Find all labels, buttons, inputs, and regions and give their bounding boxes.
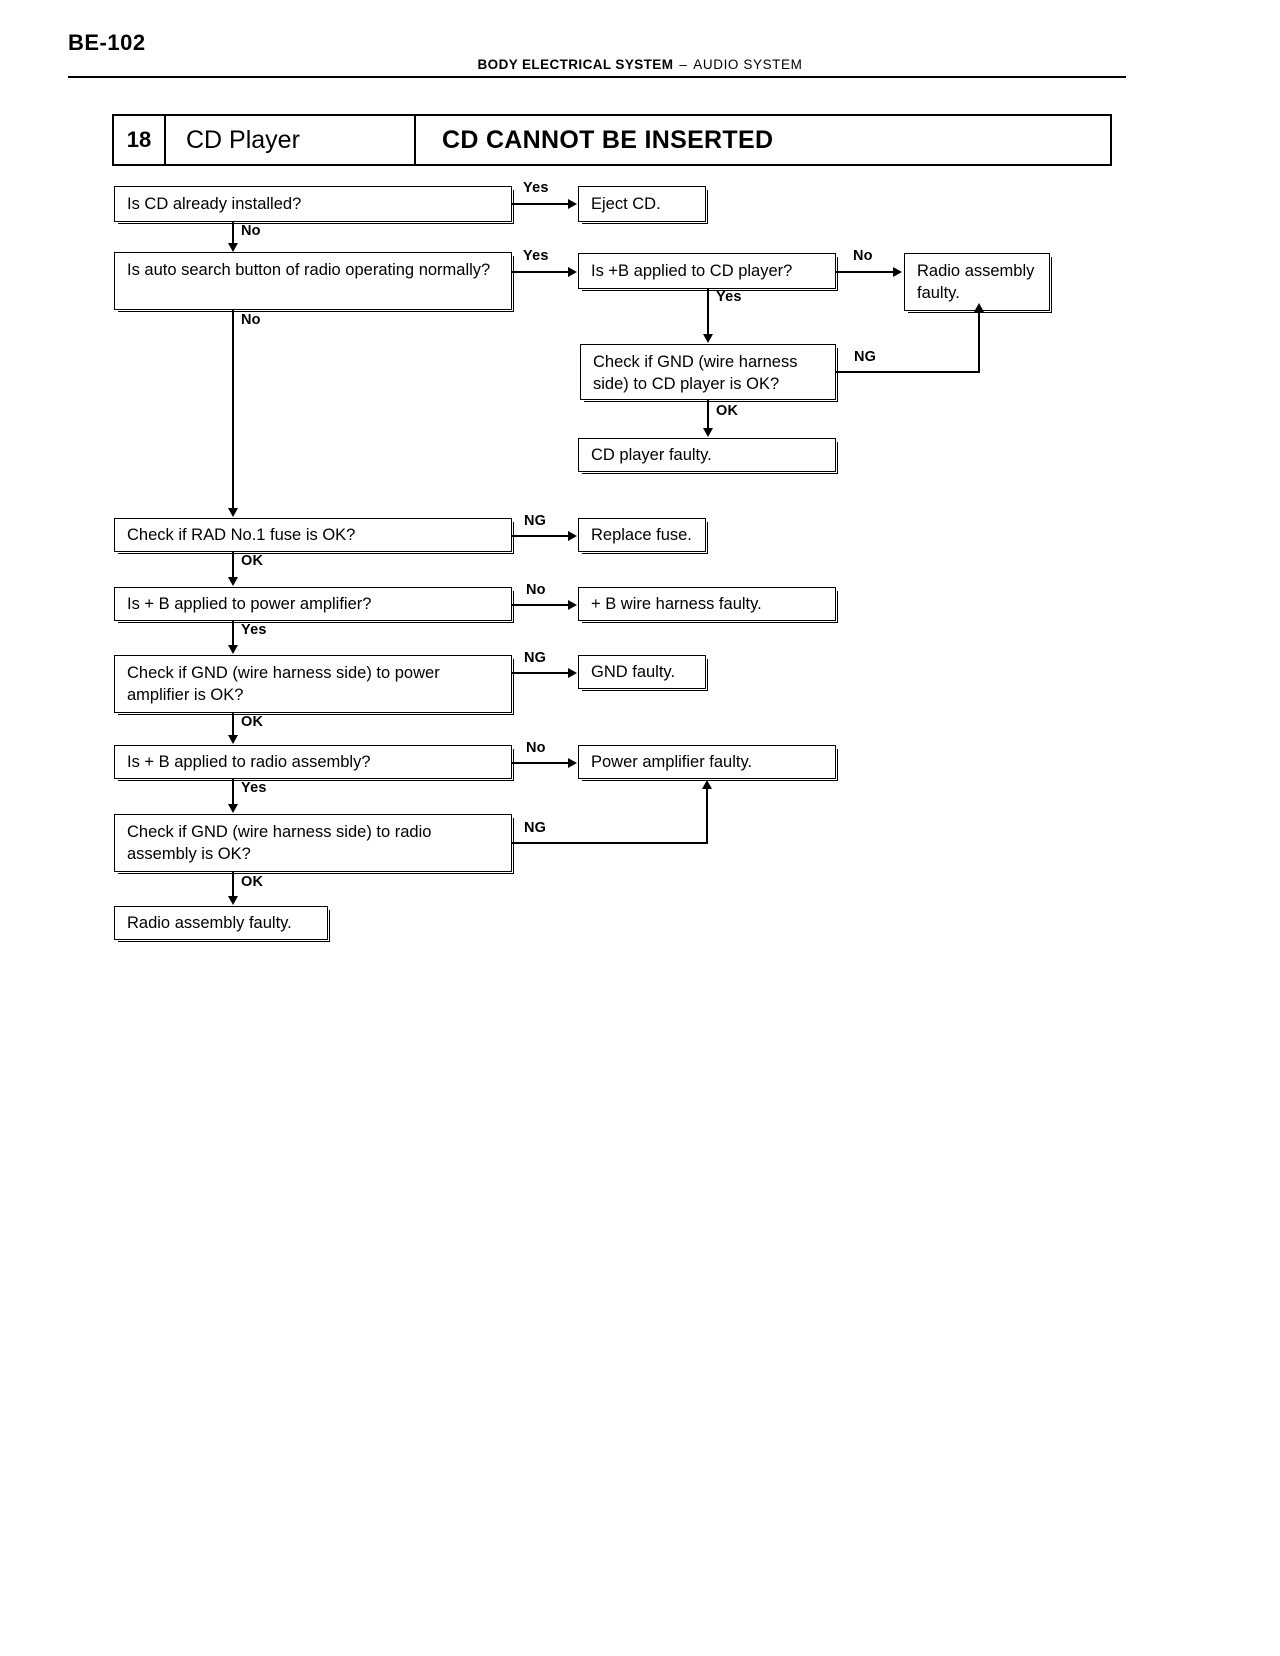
connector-n6-n5-horizontal — [836, 371, 980, 373]
arrow-n10-n12 — [228, 645, 238, 654]
edge-label-yes-3: Yes — [716, 289, 742, 305]
connector-n3-n4 — [512, 271, 569, 273]
node-is-cd-already-installed: Is CD already installed? — [114, 186, 512, 222]
arrow-n14-n15 — [568, 758, 577, 768]
node-radio-assembly-faulty-lower: Radio assembly faulty. — [114, 906, 328, 940]
connector-n1-n2 — [512, 203, 569, 205]
connector-n16-n17 — [232, 872, 234, 896]
edge-label-yes-2: Yes — [523, 248, 549, 264]
edge-label-yes-1: Yes — [523, 180, 549, 196]
header-divider — [68, 76, 1126, 78]
edge-label-ok-1: OK — [716, 403, 739, 419]
connector-n6-n7 — [707, 400, 709, 429]
page-header — [0, 57, 1280, 72]
edge-label-ng-4: NG — [524, 820, 547, 836]
connector-n10-n11 — [512, 604, 569, 606]
edge-label-ok-2: OK — [241, 553, 264, 569]
chart-subject: CD Player — [166, 116, 416, 164]
arrow-n1-n3 — [228, 243, 238, 252]
connector-n14-n15 — [512, 762, 569, 764]
arrow-n6-n7 — [703, 428, 713, 437]
arrow-n3-n8 — [228, 508, 238, 517]
chart-title-bar — [112, 114, 1112, 166]
arrow-n12-n14 — [228, 735, 238, 744]
arrow-n8-n10 — [228, 577, 238, 586]
node-is-auto-search-button-operating: Is auto search button of radio operating normally? — [114, 252, 512, 310]
node-is-b-applied-to-cd-player: Is +B applied to CD player? — [578, 253, 836, 289]
edge-label-no-4: No — [526, 582, 546, 598]
connector-n4-n5 — [836, 271, 894, 273]
arrow-n14-n16 — [228, 804, 238, 813]
connector-n1-n3 — [232, 222, 234, 244]
node-is-b-applied-to-radio-assembly: Is + B applied to radio assembly? — [114, 745, 512, 779]
arrow-n1-n2 — [568, 199, 577, 209]
connector-n14-n16 — [232, 779, 234, 804]
page-number: BE-102 — [68, 30, 146, 55]
chart-problem: CD CANNOT BE INSERTED — [442, 125, 774, 154]
node-cd-player-faulty: CD player faulty. — [578, 438, 836, 472]
connector-n3-n8 — [232, 310, 234, 508]
edge-label-no-5: No — [526, 740, 546, 756]
connector-n16-n15-horizontal — [512, 842, 708, 844]
arrow-n4-n5 — [893, 267, 902, 277]
arrow-n6-n5 — [974, 303, 984, 312]
connector-n6-n5-vertical — [978, 312, 980, 372]
chart-number: 18 — [114, 116, 166, 164]
node-eject-cd: Eject CD. — [578, 186, 706, 222]
arrow-n16-n17 — [228, 896, 238, 905]
node-check-gnd-to-power-amplifier: Check if GND (wire harness side) to power amplifier is OK? — [114, 655, 512, 713]
edge-label-no-3: No — [853, 248, 873, 264]
edge-label-yes-5: Yes — [241, 780, 267, 796]
edge-label-ng-3: NG — [524, 650, 547, 666]
node-replace-fuse: Replace fuse. — [578, 518, 706, 552]
node-check-gnd-to-radio-assembly: Check if GND (wire harness side) to radio assembly is OK? — [114, 814, 512, 872]
node-is-b-applied-to-power-amplifier: Is + B applied to power amplifier? — [114, 587, 512, 621]
connector-n12-n13 — [512, 672, 569, 674]
edge-label-ng-1: NG — [854, 349, 877, 365]
edge-label-ok-3: OK — [241, 714, 264, 730]
arrow-n3-n4 — [568, 267, 577, 277]
node-check-gnd-to-cd-player: Check if GND (wire harness side) to CD player is OK? — [580, 344, 836, 400]
node-gnd-faulty: GND faulty. — [578, 655, 706, 689]
header-separator: – — [679, 57, 688, 72]
header-main-title: BODY ELECTRICAL SYSTEM — [477, 57, 674, 72]
edge-label-ng-2: NG — [524, 513, 547, 529]
edge-label-ok-4: OK — [241, 874, 264, 890]
edge-label-no-1: No — [241, 223, 261, 239]
arrow-n8-n9 — [568, 531, 577, 541]
node-check-rad-fuse: Check if RAD No.1 fuse is OK? — [114, 518, 512, 552]
connector-n16-n15-vertical — [706, 789, 708, 843]
connector-n8-n9 — [512, 535, 569, 537]
node-power-amplifier-faulty: Power amplifier faulty. — [578, 745, 836, 779]
connector-n8-n10 — [232, 552, 234, 577]
arrow-n10-n11 — [568, 600, 577, 610]
arrow-n16-n15 — [702, 780, 712, 789]
node-b-wire-harness-faulty: + B wire harness faulty. — [578, 587, 836, 621]
arrow-n4-n6 — [703, 334, 713, 343]
edge-label-yes-4: Yes — [241, 622, 267, 638]
connector-n10-n12 — [232, 621, 234, 645]
connector-n12-n14 — [232, 713, 234, 735]
connector-n4-n6 — [707, 289, 709, 335]
node-radio-assembly-faulty-upper: Radio assembly faulty. — [904, 253, 1050, 311]
edge-label-no-2: No — [241, 312, 261, 328]
header-subtitle: AUDIO SYSTEM — [693, 57, 803, 72]
arrow-n12-n13 — [568, 668, 577, 678]
